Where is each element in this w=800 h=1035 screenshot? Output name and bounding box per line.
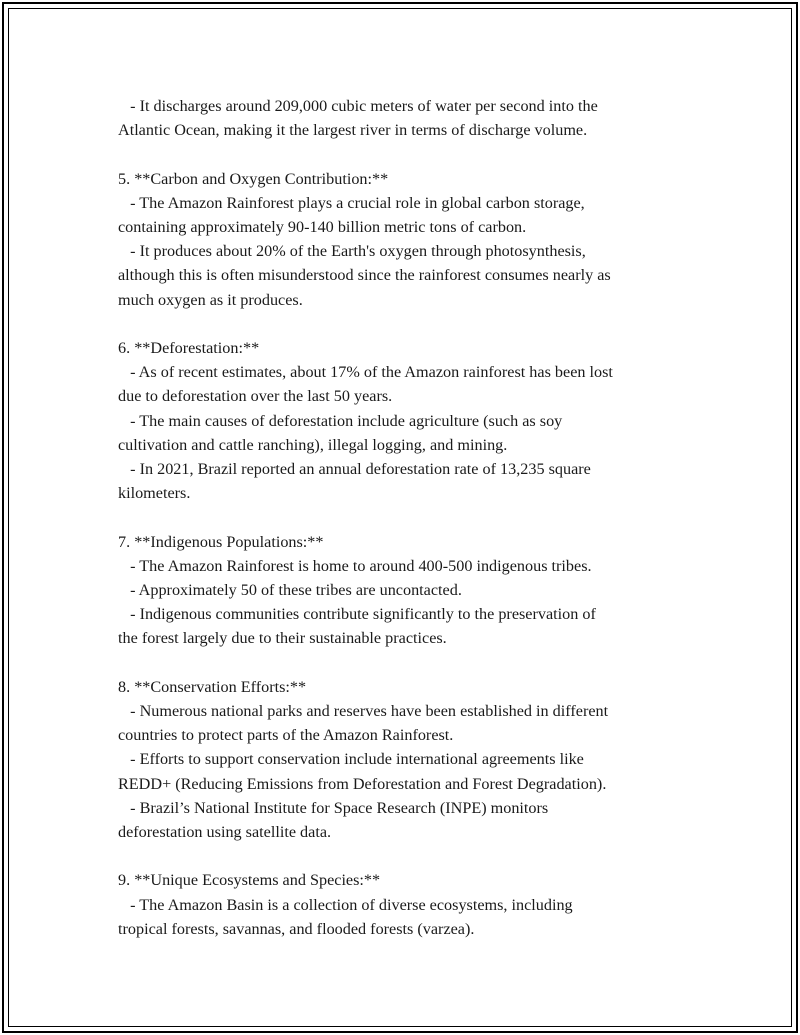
- text-line: Atlantic Ocean, making it the largest river in terms of discharge volume.: [118, 121, 588, 140]
- text-line: - In 2021, Brazil reported an annual deforestation rate of 13,235 square: [118, 460, 591, 479]
- paragraph-gap: [118, 505, 698, 529]
- text-line: - The Amazon Rainforest is home to around 400-500 indigenous tribes.: [118, 556, 592, 575]
- text-line: REDD+ (Reducing Emissions from Deforestation and Forest Degradation).: [118, 774, 607, 793]
- text-line: - The Amazon Basin is a collection of diverse ecosystems, including: [118, 895, 573, 914]
- text-line: containing approximately 90-140 billion metric tons of carbon.: [118, 218, 527, 236]
- text-line: - The main causes of deforestation include agriculture (such as soy: [118, 411, 563, 430]
- paragraph-gap: [118, 651, 698, 675]
- paragraph-discharge: [118, 94, 698, 142]
- text-line: - Numerous national parks and reserves have been established in different: [118, 702, 609, 721]
- text-line: - The Amazon Rainforest plays a crucial role in global carbon storage,: [118, 193, 585, 212]
- paragraph-gap: [118, 312, 698, 336]
- section-indigenous-populations: [118, 530, 698, 651]
- document-body: [118, 94, 698, 941]
- section-carbon-oxygen: [118, 167, 698, 312]
- text-line: - As of recent estimates, about 17% of the Amazon rainforest has been lost: [118, 363, 613, 382]
- section-heading: 7. **Indigenous Populations:**: [118, 532, 324, 551]
- text-line: - Approximately 50 of these tribes are uncontacted.: [118, 581, 462, 600]
- text-line: although this is often misunderstood since the rainforest consumes nearly as: [118, 266, 611, 285]
- section-heading: 6. **Deforestation:**: [118, 339, 260, 357]
- text-line: tropical forests, savannas, and flooded forests (varzea).: [118, 919, 475, 938]
- section-conservation-efforts: [118, 675, 698, 844]
- text-line: much oxygen as it produces.: [118, 290, 303, 309]
- text-line: deforestation using satellite data.: [118, 823, 332, 842]
- text-line: - It produces about 20% of the Earth's oxygen through photosynthesis,: [118, 242, 586, 261]
- paragraph-gap: [118, 142, 698, 166]
- text-line: due to deforestation over the last 50 years.: [118, 387, 393, 406]
- text-line: the forest largely due to their sustainable practices.: [118, 629, 447, 648]
- text-line: - Efforts to support conservation include international agreements like: [118, 750, 584, 769]
- text-line: - It discharges around 209,000 cubic meters of water per second into the: [118, 97, 598, 115]
- section-deforestation: [118, 336, 698, 505]
- section-heading: 9. **Unique Ecosystems and Species:**: [118, 871, 381, 890]
- text-line: cultivation and cattle ranching), illegal logging, and mining.: [118, 435, 508, 454]
- section-heading: 8. **Conservation Efforts:**: [118, 677, 307, 696]
- text-line: - Indigenous communities contribute significantly to the preservation of: [118, 605, 596, 624]
- text-line: countries to protect parts of the Amazon Rainforest.: [118, 726, 454, 745]
- section-heading: 5. **Carbon and Oxygen Contribution:**: [118, 169, 389, 188]
- section-unique-ecosystems: [118, 868, 698, 941]
- text-line: kilometers.: [118, 484, 191, 503]
- paragraph-gap: [118, 844, 698, 868]
- text-line: - Brazil’s National Institute for Space Research (INPE) monitors: [118, 798, 549, 817]
